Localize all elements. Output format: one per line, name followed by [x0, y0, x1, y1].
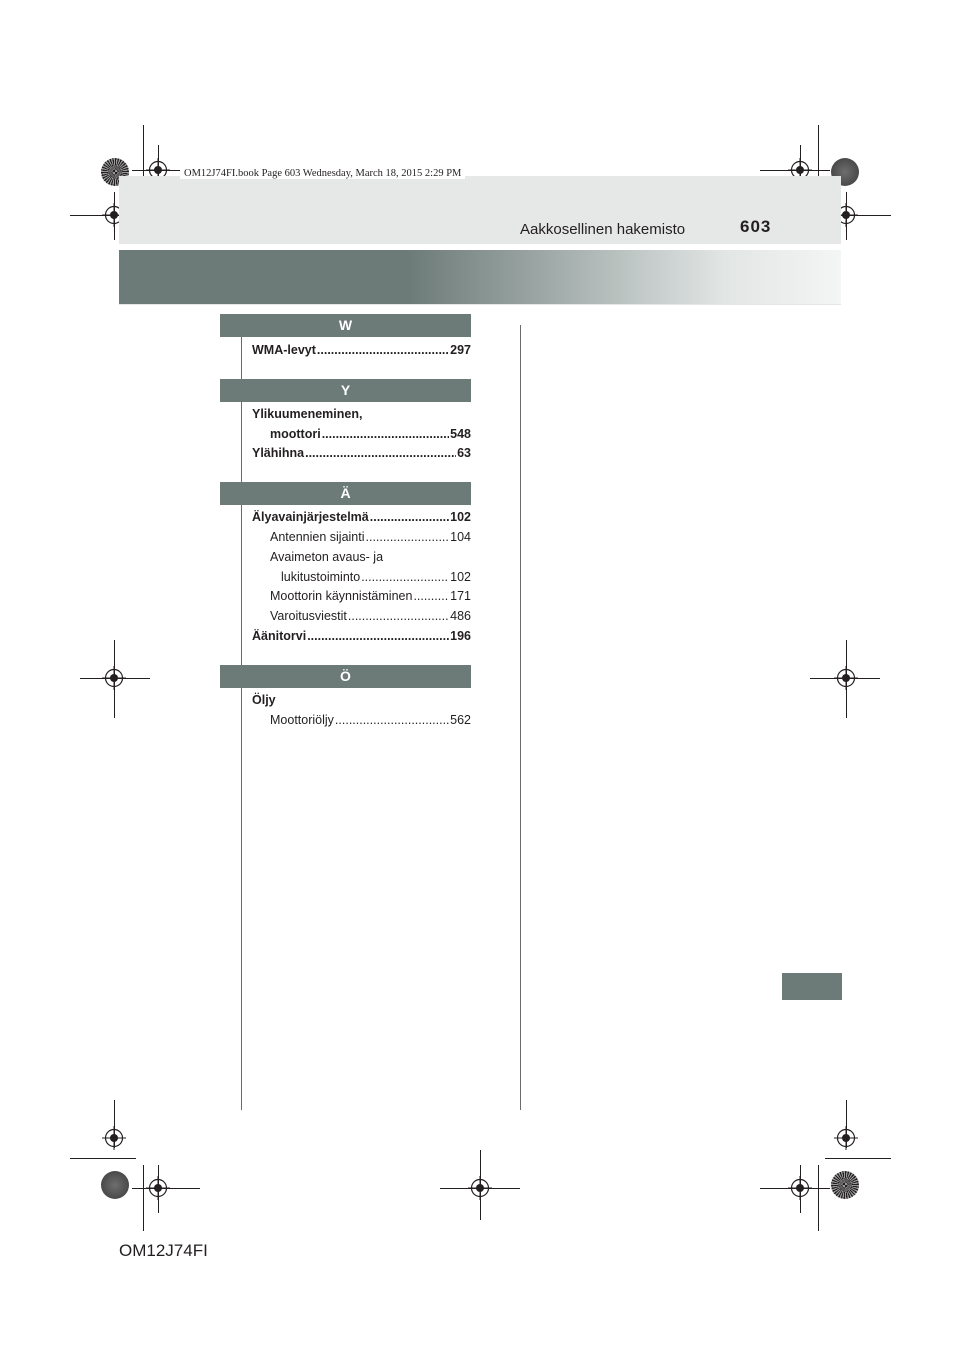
- book-info-line: OM12J74FI.book Page 603 Wednesday, March 18, 2015 2:29 PM: [180, 168, 465, 179]
- entry-page: 102: [450, 569, 471, 584]
- leader-dots: [305, 444, 456, 464]
- entry-page: 486: [450, 609, 471, 624]
- entry-term-line1: Avaimeton avaus- ja: [270, 549, 384, 564]
- section-a-umlaut-entries: [220, 505, 471, 647]
- entry-page: 562: [450, 712, 471, 727]
- leader-dots: [322, 425, 449, 445]
- leader-dots: [370, 508, 449, 528]
- entry-page: 297: [450, 343, 471, 357]
- chapter-side-tab: [782, 973, 842, 1000]
- index-subentry: [252, 587, 471, 607]
- entry-term-line1: Ylikuumeneminen,: [252, 406, 363, 421]
- index-entry: [252, 508, 471, 528]
- index-subentry: [252, 711, 471, 731]
- entry-term: Varoitusviestit: [270, 609, 347, 624]
- entry-term: Moottoriöljy: [270, 712, 334, 727]
- leader-dots: [366, 528, 450, 548]
- index-entry: [252, 444, 471, 464]
- document-code: OM12J74FI: [119, 1241, 208, 1260]
- section-letter-y: Y: [220, 379, 471, 402]
- registration-mark-icon: [834, 1126, 858, 1150]
- entry-page: 196: [450, 628, 471, 643]
- section-w-entries: [220, 337, 471, 361]
- entry-term: WMA-levyt: [252, 343, 316, 357]
- index-entry: [252, 341, 471, 361]
- section-o-umlaut-entries: [220, 688, 471, 731]
- entry-page: 102: [450, 510, 471, 525]
- registration-mark-icon: [102, 1126, 126, 1150]
- leader-dots: [413, 587, 449, 607]
- header-rule: [119, 304, 841, 305]
- index-subentry: [252, 607, 471, 627]
- entry-page: 171: [450, 589, 471, 604]
- leader-dots: [348, 607, 449, 627]
- registration-mark-icon: [146, 1176, 170, 1200]
- entry-page: 104: [450, 529, 471, 544]
- index-subentry: [252, 568, 471, 588]
- index-entry: Öljy: [252, 692, 276, 707]
- registration-mark-icon: [102, 666, 126, 690]
- registration-mark-icon: [834, 666, 858, 690]
- entry-term: Moottorin käynnistäminen: [270, 589, 413, 604]
- gray-disc-mark-icon: [101, 1171, 129, 1199]
- entry-term: Ylähihna: [252, 446, 305, 461]
- page-number: 603: [740, 217, 772, 236]
- crop-line: [143, 1165, 144, 1231]
- section-letter-w: W: [220, 314, 471, 337]
- crop-line: [70, 1158, 136, 1159]
- entry-page: 63: [457, 446, 471, 461]
- column-rule-right: [520, 325, 521, 1110]
- registration-mark-icon: [788, 1176, 812, 1200]
- index-column: [220, 314, 471, 730]
- entry-term: moottori: [270, 426, 321, 441]
- index-entry: [252, 627, 471, 647]
- section-y-entries: [220, 402, 471, 464]
- crop-line: [825, 1158, 891, 1159]
- starburst-mark-icon: [831, 1171, 859, 1199]
- leader-dots: [361, 568, 449, 588]
- leader-dots: [335, 711, 449, 731]
- index-entry: [252, 425, 471, 445]
- entry-term: Äänitorvi: [252, 628, 307, 643]
- entry-term: Älyavainjärjestelmä: [252, 510, 369, 525]
- header-gradient-band: [119, 250, 841, 304]
- entry-term: Antennien sijainti: [270, 529, 365, 544]
- crop-line: [818, 1165, 819, 1231]
- section-letter-o-umlaut: Ö: [220, 665, 471, 688]
- entry-term: lukitustoiminto: [281, 569, 361, 584]
- index-subentry: [252, 528, 471, 548]
- entry-page: 548: [450, 426, 471, 441]
- leader-dots: [307, 627, 449, 647]
- registration-mark-icon: [468, 1176, 492, 1200]
- header-background: [119, 176, 841, 244]
- section-letter-a-umlaut: Ä: [220, 482, 471, 505]
- leader-dots: [317, 341, 449, 361]
- header-title: Aakkosellinen hakemisto: [520, 221, 686, 238]
